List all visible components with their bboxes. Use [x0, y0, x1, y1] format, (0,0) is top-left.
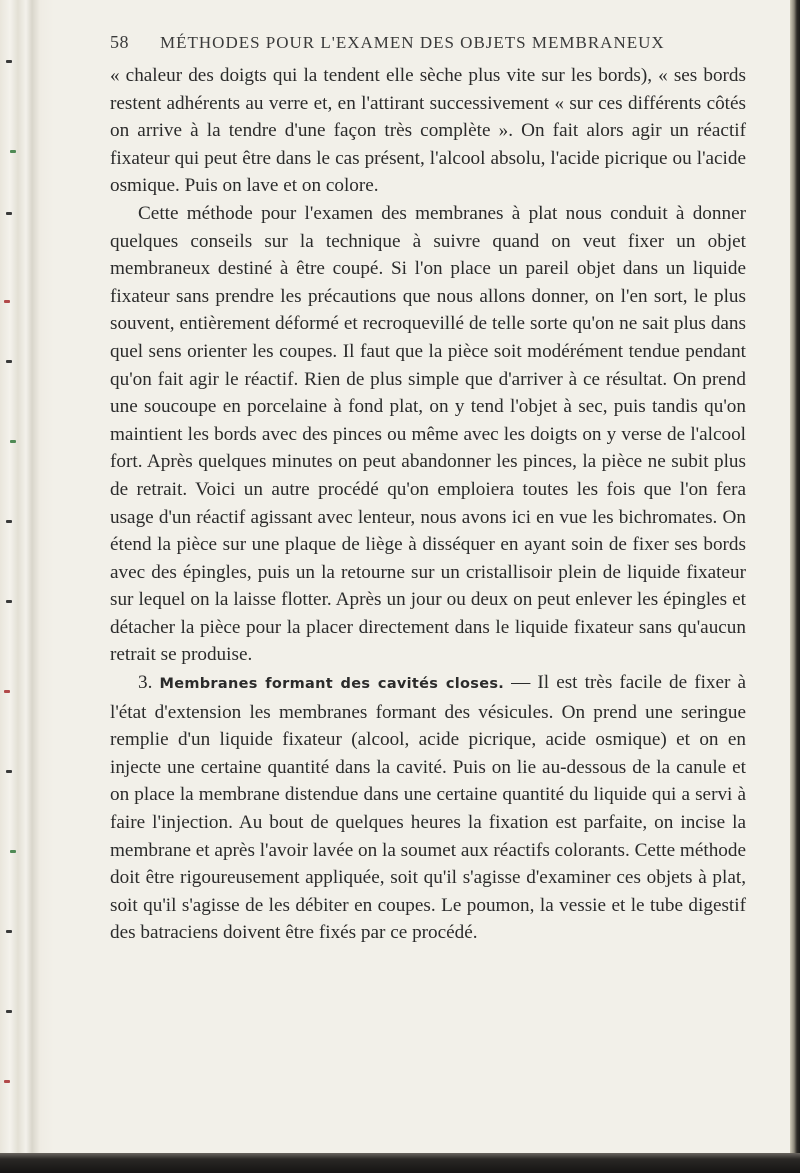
- paragraph-2: Cette méthode pour l'examen des membranes à plat nous conduit à donner quelques conseils sur la technique à suivre quand on veut fixer un objet membraneux destiné à être coupé. Si l'on place un pareil objet dans un liquide fixateur sans prendre les précautions que nous allons donner, on l'en sort, le plus souvent, entièrement déformé et recroquevillé de telle sorte qu'on ne sait plus dans quel sens orienter les coupes. Il faut que la pièce soit modérément tendue pendant qu'on fait agir le réactif. Rien de plus simple que d'arriver à ce résultat. On prend une soucoupe en porcelaine à fond plat, on y tend l'objet à sec, puis tandis qu'on maintient les bords avec des pinces ou même avec les doigts on y verse de l'alcool fort. Après quelques minutes on peut abandonner les pinces, la pièce ne subit plus de retrait. Voici un autre procédé qu'on emploiera toutes les fois que l'on fera usage d'un réactif agissant avec lenteur, nous avons ici en vue les bichromates. On étend la pièce sur une plaque de liège à disséquer en ayant soin de fixer ses bords avec des épingles, puis un la retourne sur un cristallisoir plein de liquide fixateur sur lequel on la laisse flotter. Après un jour ou deux on peut enlever les épingles et détacher la pièce pour la placer directement dans le liquide fixateur sans qu'aucun retrait se produise.: [110, 202, 746, 666]
- running-title: MÉTHODES POUR L'EXAMEN DES OBJETS MEMBRANEUX: [160, 33, 665, 52]
- running-header: [110, 32, 746, 62]
- page-right-edge: [790, 0, 800, 1173]
- body-text: [110, 62, 746, 947]
- section-heading: Membranes formant des cavités closes.: [159, 676, 505, 693]
- section-number: 3.: [138, 672, 153, 694]
- paragraph-3: [110, 669, 746, 947]
- page-number: 58: [110, 32, 129, 52]
- paragraph-1: « chaleur des doigts qui la tendent elle sèche plus vite sur les bords), « ses bords restent adhérents au verre et, en l'attirant successivement « sur ces différents côtés on arrive à la tendre d'une façon très complète ». On fait alors agir un réactif fixateur qui peut être dans le cas présent, l'alcool absolu, l'acide picrique ou l'acide osmique. Puis on lave et on colore.: [110, 65, 746, 197]
- book-spine-edge: [0, 0, 54, 1173]
- book-page: [110, 32, 746, 947]
- section-text: — Il est très facile de fixer à l'état d'extension les membranes formant des vésicules. On prend une seringue remplie d'un liquide fixateur (alcool, acide picrique, acide osmique) et on en injecte une certaine quantité dans la cavité. Puis on lie au-dessous de la canule et on place la membrane distendue dans une certaine quantité du liquide qui a servi à faire l'injection. Au bout de quelques heures la fixation est parfaite, on incise la membrane et après l'avoir lavée on la soumet aux réactifs colorants. Cette méthode doit être rigoureusement appliquée, soit qu'il s'agisse d'examiner ces objets à plat, soit qu'il s'agisse de les débiter en coupes. Le poumon, la vessie et le tube digestif des batraciens doivent être fixés par ce procédé.: [110, 672, 747, 944]
- page-bottom-edge: [0, 1153, 800, 1173]
